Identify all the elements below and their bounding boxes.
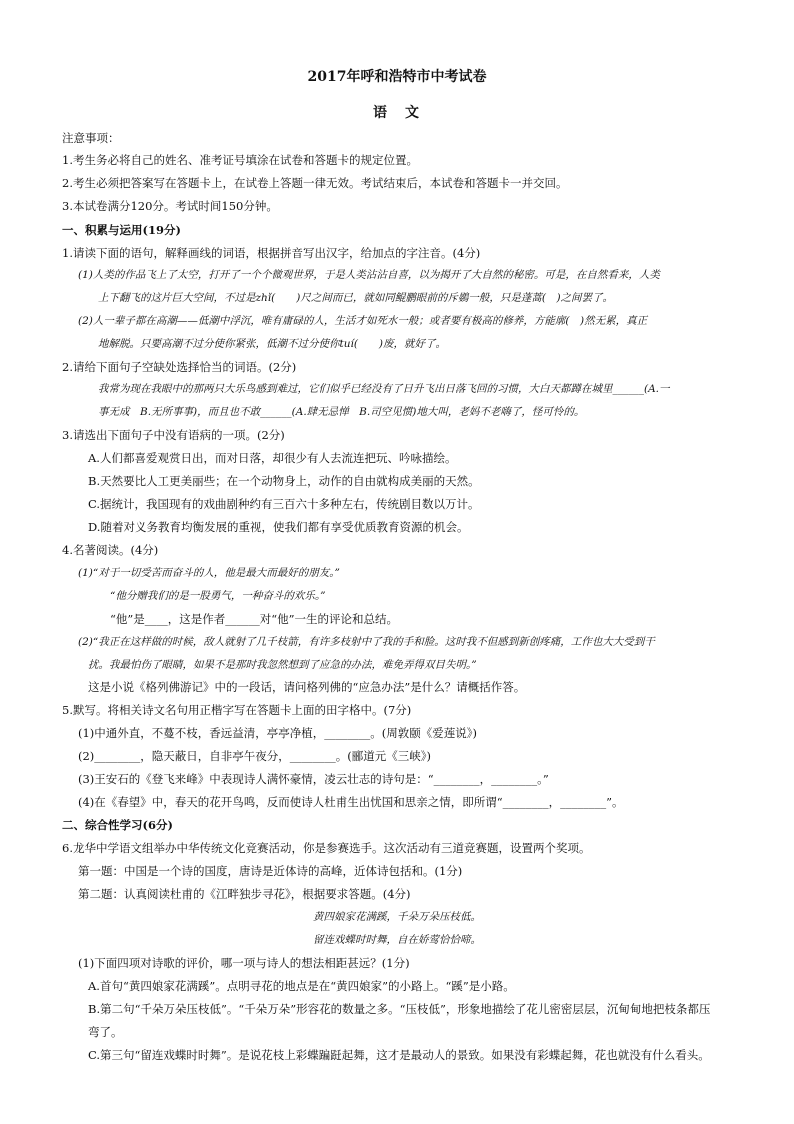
q4-part1-quote1: (1)“对于一切受苦而奋斗的人，他是最大而最好的朋友。” (78, 567, 340, 579)
section-1-heading: 一、积累与运用(19分) (62, 223, 181, 237)
poem-line-2: 留连戏蝶时时舞，自在娇莺恰恰啼。 (313, 934, 481, 946)
q4-part2-question: 这是小说《格列佛游记》中的一段话，请问格列佛的“应急办法”是什么？请概括作答。 (88, 680, 526, 694)
q6-task2: 第二题：认真阅读杜甫的《江畔独步寻花》，根据要求答题。(4分) (78, 887, 411, 901)
q6-option-b-line2: 弯了。 (88, 1025, 123, 1039)
q2-passage-line1: 我常为现在我眼中的那两只大乐鸟感到难过，它们似乎已经没有了日升飞出日落飞回的习惯，大白天都蹲在城里______(A.一 (98, 383, 670, 395)
q1-part2-line2: 地解脱。只要高潮不过分使你紧张，低潮不过分使你tuí( )废，就好了。 (98, 338, 447, 350)
q6-option-a: A.首句“黄四娘家花满蹊”。点明寻花的地点是在“黄四娘家”的小路上。“蹊”是小路。 (88, 979, 515, 993)
q3-option-a: A.人们都喜爱观赏日出，而对日落，却很少有人去流连把玩、吟咏描绘。 (88, 451, 457, 465)
q4-part2-line1: (2)“我正在这样做的时候，敌人就射了几千枝箭，有许多枝射中了我的手和脸。这时我不但感到新创疼痛，工作也大大受到干 (78, 636, 655, 648)
q6-sub1-stem: (1)下面四项对诗歌的评价，哪一项与诗人的想法相距甚远？(1分) (78, 956, 410, 970)
section-2-heading: 二、综合性学习(6分) (62, 818, 173, 832)
q5-item-4: (4)在《春望》中，春天的花开鸟鸣，反而使诗人杜甫生出忧国和思亲之情，即所谓“________，________”。 (78, 795, 624, 809)
notice-heading: 注意事项： (62, 131, 120, 145)
q5-item-2: (2)________，隐天蔽日，自非亭午夜分，________。(郦道元《三峡》) (78, 749, 432, 763)
q4-part1-quote2: “他分赠我们的是一股勇气，一种奋斗的欢乐。” (110, 590, 326, 602)
notice-item-3: 3.本试卷满分120分。考试时间150分钟。 (62, 199, 278, 213)
q5-stem: 5.默写。将相关诗文名句用正楷字写在答题卡上面的田字格中。(7分) (62, 703, 412, 717)
q1-part1-line1: (1)人类的作品飞上了太空，打开了一个个微观世界，于是人类沾沾自喜，以为揭开了大自然的秘密。可是，在自然看来，人类 (78, 269, 660, 281)
notice-item-1: 1.考生务必将自己的姓名、准考证号填涂在试卷和答题卡的规定位置。 (62, 153, 418, 167)
q3-option-b: B.天然要比人工更美丽些；在一个动物身上，动作的自由就构成美丽的天然。 (88, 474, 480, 488)
q6-stem: 6.龙华中学语文组举办中华传统文化竞赛活动，你是参赛选手。这次活动有三道竞赛题，设置两个奖项。 (62, 841, 591, 855)
q3-option-d: D.随着对义务教育均衡发展的重视，使我们都有享受优质教育资源的机会。 (88, 520, 469, 534)
q6-task1: 第一题：中国是一个诗的国度，唐诗是近体诗的高峰，近体诗包括和。(1分) (78, 864, 463, 878)
q6-option-b-line1: B.第二句“千朵万朵压枝低”。“千朵万朵”形容花的数量之多。“压枝低”，形象地描绘了花儿密密层层，沉甸甸地把枝条都压 (88, 1002, 711, 1016)
q1-part2-line1: (2)人一辈子都在高潮——低潮中浮沉，唯有庸碌的人，生活才如死水一般；或者要有极高的修养，方能廓( )然无累，真正 (78, 315, 648, 327)
q2-passage-line2: 事无成 B.无所事事)，而且也不敢______(A.肆无忌惮 B.司空见惯)地大叫，老妈不老嗨了，怪可怜的。 (98, 406, 585, 418)
q4-stem: 4.名著阅读。(4分) (62, 543, 159, 557)
q2-stem: 2.请给下面句子空缺处选择恰当的词语。(2分) (62, 360, 297, 374)
poem-line-1: 黄四娘家花满蹊，千朵万朵压枝低。 (313, 911, 481, 923)
q3-option-c: C.据统计，我国现有的戏曲剧种约有三百六十多种左右，传统剧目数以万计。 (88, 497, 480, 511)
q4-part1-question: “他”是____，这是作者______对“他”一生的评论和总结。 (110, 612, 399, 626)
notice-item-2: 2.考生必须把答案写在答题卡上，在试卷上答题一律无效。考试结束后，本试卷和答题卡一并交回。 (62, 176, 568, 190)
q4-part2-line2: 扰。我最怕伤了眼睛，如果不是那时我忽然想到了应急的办法，难免弄得双目失明。” (88, 659, 477, 671)
q5-item-1: (1)中通外直，不蔓不枝，香远益清，亭亭净植，________。(周敦颐《爱莲说》) (78, 726, 478, 740)
q5-item-3: (3)王安石的《登飞来峰》中表现诗人满怀豪情，凌云壮志的诗句是：“________，________。” (78, 772, 549, 786)
q6-option-c: C.第三句“留连戏蝶时时舞”。是说花枝上彩蝶蹁跹起舞，这才是最动人的景致。如果没有彩蝶起舞，花也就没有什么看头。 (88, 1048, 710, 1062)
q1-stem: 1.请读下面的语句，解释画线的词语，根据拼音写出汉字，给加点的字注音。(4分) (62, 246, 481, 260)
subject-title: 语 文 (373, 105, 421, 121)
q1-part1-line2: 上下翻飞的这片巨大空间，不过是zhǐ( )尺之间而已，就如同鲲鹏眼前的斥鷃一般，只是蓬蒿( )之间罢了。 (98, 292, 614, 304)
exam-title: 2017年呼和浩特市中考试卷 (307, 69, 487, 85)
q3-stem: 3.请选出下面句子中没有语病的一项。(2分) (62, 428, 285, 442)
